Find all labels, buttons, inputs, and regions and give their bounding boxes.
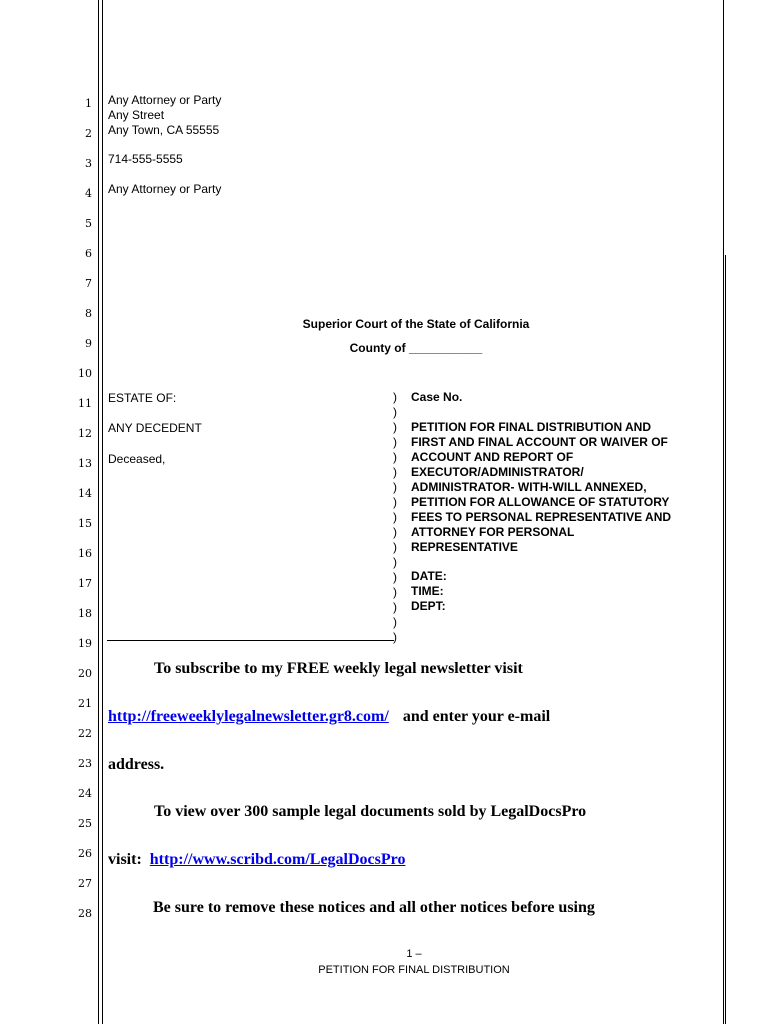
attorney-phone: 714-555-5555 — [108, 152, 183, 166]
visit-label: visit: — [108, 851, 142, 868]
line-number: 23 — [78, 757, 92, 770]
attorney-city: Any Town, CA 55555 — [108, 123, 220, 137]
petition-title-line: ACCOUNT AND REPORT OF — [411, 450, 574, 464]
newsletter-link[interactable]: http://freeweeklylegalnewsletter.gr8.com/ — [108, 708, 389, 725]
petition-title-line: FIRST AND FINAL ACCOUNT OR WAIVER OF — [411, 435, 668, 449]
line-number: 18 — [78, 607, 92, 620]
court-county: County of ___________ — [349, 341, 483, 355]
line-number: 8 — [85, 307, 92, 320]
line-number: 7 — [85, 277, 92, 290]
caption-parentheses: ) ) ) ) ) ) ) ) ) ) ) ) ) ) ) ) ) — [393, 390, 397, 644]
deceased-label: Deceased, — [108, 452, 166, 466]
margin-rule-right-partial — [725, 255, 726, 1024]
remove-notices-text: Be sure to remove these notices and all other notices before using — [153, 899, 595, 916]
line-number: 28 — [78, 907, 92, 920]
line-number: 19 — [78, 637, 92, 650]
line-number: 20 — [78, 667, 92, 680]
line-number: 27 — [78, 877, 92, 890]
hearing-time-label: TIME: — [411, 584, 444, 598]
line-number: 24 — [78, 787, 92, 800]
attorney-street: Any Street — [108, 108, 165, 122]
enter-email-text: and enter your e-mail — [402, 708, 551, 725]
line-number: 17 — [78, 577, 92, 590]
petition-title-line: EXECUTOR/ADMINISTRATOR/ — [411, 465, 584, 479]
hearing-dept-label: DEPT: — [411, 599, 446, 613]
attorney-for: Any Attorney or Party — [108, 182, 222, 196]
line-number: 12 — [78, 427, 92, 440]
petition-title-line: ATTORNEY FOR PERSONAL — [411, 525, 575, 539]
line-number: 14 — [78, 487, 92, 500]
line-number: 15 — [78, 517, 92, 530]
margin-rule-right — [723, 0, 724, 1024]
petition-title-line: ADMINISTRATOR- WITH-WILL ANNEXED, — [411, 480, 647, 494]
address-text: address. — [108, 756, 165, 773]
decedent-name: ANY DECEDENT — [108, 421, 202, 435]
line-number: 21 — [78, 697, 92, 710]
line-number: 26 — [78, 847, 92, 860]
line-number: 10 — [78, 367, 92, 380]
line-number: 1 — [85, 97, 92, 110]
line-number: 25 — [78, 817, 92, 830]
margin-rule-left-inner — [102, 0, 103, 1024]
attorney-name: Any Attorney or Party — [108, 93, 222, 107]
line-number: 5 — [85, 217, 92, 230]
line-number: 11 — [78, 397, 92, 410]
petition-title — [411, 420, 701, 555]
line-number: 9 — [85, 337, 92, 350]
estate-of-label: ESTATE OF: — [108, 391, 177, 405]
newsletter-line — [108, 707, 550, 727]
line-number: 16 — [78, 547, 92, 560]
hearing-date-label: DATE: — [411, 569, 447, 583]
court-name: Superior Court of the State of California — [302, 317, 530, 331]
line-number: 4 — [85, 187, 92, 200]
subscribe-notice: To subscribe to my FREE weekly legal newsletter visit — [154, 660, 523, 677]
caption-underline — [107, 640, 394, 641]
petition-title-line: REPRESENTATIVE — [411, 540, 518, 554]
line-number: 13 — [78, 457, 92, 470]
case-number-label: Case No. — [411, 390, 463, 404]
petition-title-line: FEES TO PERSONAL REPRESENTATIVE AND — [411, 510, 672, 524]
view-samples-notice: To view over 300 sample legal documents sold by LegalDocsPro — [154, 803, 587, 820]
line-number: 3 — [85, 157, 92, 170]
page-number: 1 – — [406, 948, 422, 960]
visit-line — [108, 850, 405, 870]
petition-title-line: PETITION FOR ALLOWANCE OF STATUTORY — [411, 495, 670, 509]
line-number: 6 — [85, 247, 92, 260]
line-number: 2 — [85, 127, 92, 140]
footer-title: PETITION FOR FINAL DISTRIBUTION — [318, 964, 510, 976]
scribd-link[interactable]: http://www.scribd.com/LegalDocsPro — [149, 851, 406, 868]
line-number: 22 — [78, 727, 92, 740]
petition-title-line: PETITION FOR FINAL DISTRIBUTION AND — [411, 420, 651, 434]
margin-rule-left-outer — [98, 0, 99, 1024]
